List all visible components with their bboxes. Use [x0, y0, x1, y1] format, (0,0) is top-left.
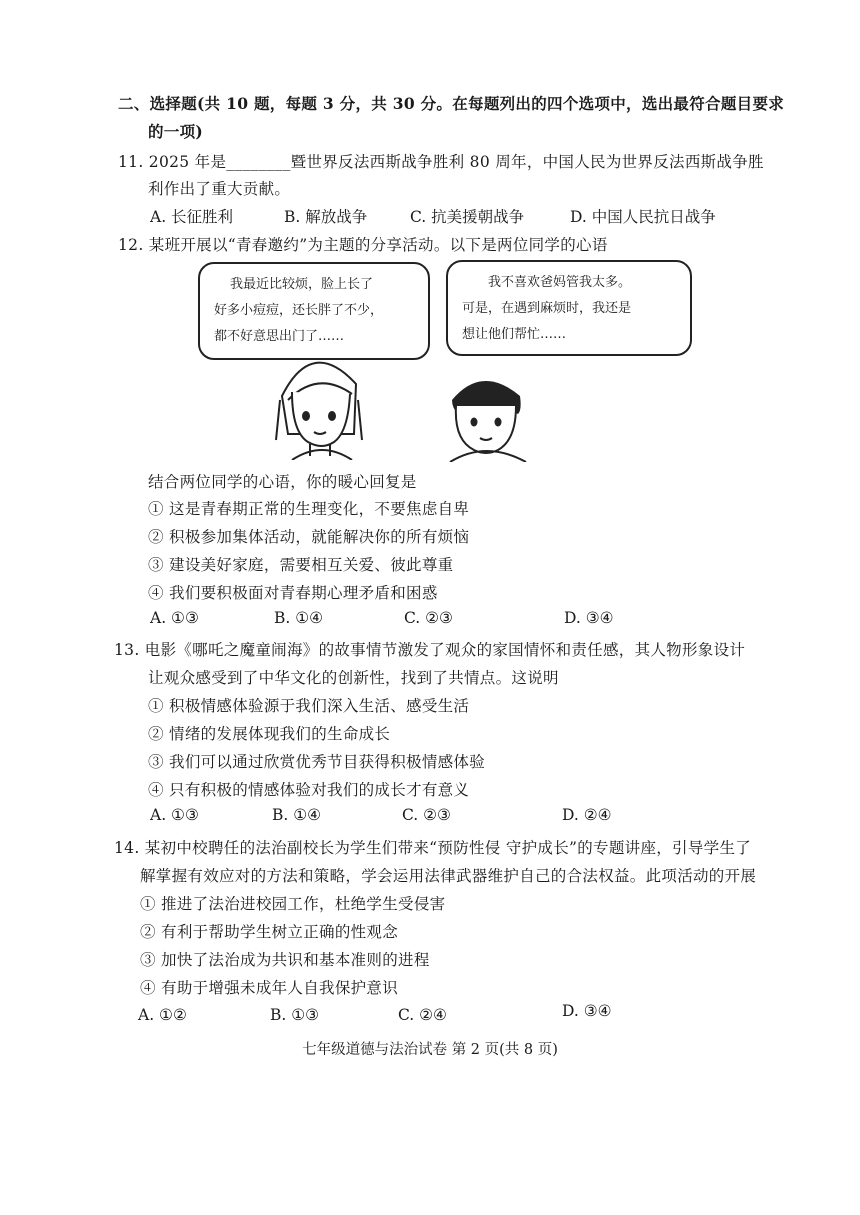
bubble-left-line2: 好多小痘痘，还长胖了不少，	[214, 303, 384, 318]
q11-option-d[interactable]: D. 中国人民抗日战争	[570, 208, 716, 226]
q13-stem-line2: 让观众感受到了中华文化的创新性，找到了共情点。这说明	[148, 669, 559, 687]
speech-bubble-left	[198, 262, 430, 360]
q12-statement-1: ① 这是青春期正常的生理变化，不要焦虑自卑	[148, 500, 470, 518]
q14-statement-3: ③ 加快了法治成为共识和基本准则的进程	[140, 951, 430, 969]
q12-option-c[interactable]: C. ②③	[404, 609, 453, 627]
q11-option-b[interactable]: B. 解放战争	[284, 208, 368, 226]
q13-option-c[interactable]: C. ②③	[402, 806, 451, 824]
section-title-line2: 的一项)	[148, 122, 204, 141]
speech-bubble-right	[446, 260, 692, 356]
q12-stem-line1: 12. 某班开展以“青春邀约”为主题的分享活动。以下是两位同学的心语	[118, 236, 608, 254]
bubble-left-line1: 我最近比较烦，脸上长了	[230, 277, 374, 292]
q13-option-d[interactable]: D. ②④	[562, 806, 612, 824]
q14-option-a[interactable]: A. ①②	[138, 1006, 187, 1024]
q12-prompt: 结合两位同学的心语，你的暖心回复是	[148, 473, 417, 491]
bubble-left-line3: 都不好意思出门了……	[214, 329, 345, 344]
q14-statement-4: ④ 有助于增强未成年人自我保护意识	[140, 979, 399, 997]
q14-statement-2: ② 有利于帮助学生树立正确的性观念	[140, 923, 399, 941]
q13-statement-4: ④ 只有积极的情感体验对我们的成长才有意义	[148, 781, 470, 799]
q14-option-b[interactable]: B. ①③	[270, 1006, 320, 1024]
q13-statement-1: ① 积极情感体验源于我们深入生活、感受生活	[148, 697, 470, 715]
q14-stem-line2: 解掌握有效应对的方法和策略，学会运用法律武器维护自己的合法权益。此项活动的开展	[140, 867, 757, 885]
section-title-line1: 二、选择题(共 10 题，每题 3 分，共 30 分。在每题列出的四个选项中，选出最符合题目要求	[118, 94, 785, 113]
bubble-right-line1: 我不喜欢爸妈管我太多。	[488, 275, 632, 290]
q12-option-b[interactable]: B. ①④	[274, 609, 324, 627]
q13-stem-line1: 13. 电影《哪吒之魔童闹海》的故事情节激发了观众的家国情怀和责任感，其人物形象设计	[114, 641, 746, 659]
q11-option-c[interactable]: C. 抗美援朝战争	[410, 208, 525, 226]
q13-statement-2: ② 情绪的发展体现我们的生命成长	[148, 725, 391, 743]
q14-stem-line1: 14. 某初中校聘任的法治副校长为学生们带来“预防性侵 守护成长”的专题讲座，引导学生了	[114, 839, 752, 857]
q12-statement-3: ③ 建设美好家庭，需要相互关爱、彼此尊重	[148, 556, 454, 574]
q13-option-a[interactable]: A. ①③	[150, 806, 199, 824]
q14-statement-1: ① 推进了法治进校园工作，杜绝学生受侵害	[140, 895, 446, 913]
boy-illustration	[440, 370, 536, 462]
q11-stem-line2: 利作出了重大贡献。	[148, 180, 291, 198]
q14-option-c[interactable]: C. ②④	[398, 1006, 447, 1024]
q12-statement-2: ② 积极参加集体活动，就能解决你的所有烦恼	[148, 528, 470, 546]
q13-option-b[interactable]: B. ①④	[272, 806, 322, 824]
q12-option-d[interactable]: D. ③④	[564, 609, 614, 627]
q11-stem-line1: 11. 2025 年是________暨世界反法西斯战争胜利 80 周年，中国人民为世界反法西斯战争胜	[118, 153, 764, 171]
q14-option-d[interactable]: D. ③④	[562, 1002, 612, 1020]
bubble-right-line2: 可是，在遇到麻烦时，我还是	[462, 301, 632, 316]
q12-option-a[interactable]: A. ①③	[150, 609, 199, 627]
q13-statement-3: ③ 我们可以通过欣赏优秀节目获得积极情感体验	[148, 753, 486, 771]
bubble-right-line3: 想让他们帮忙……	[462, 327, 567, 342]
page-footer: 七年级道德与法治试卷 第 2 页(共 8 页)	[302, 1042, 558, 1058]
q12-statement-4: ④ 我们要积极面对青春期心理矛盾和困惑	[148, 584, 438, 602]
girl-illustration	[272, 356, 372, 460]
q11-option-a[interactable]: A. 长征胜利	[150, 208, 234, 226]
